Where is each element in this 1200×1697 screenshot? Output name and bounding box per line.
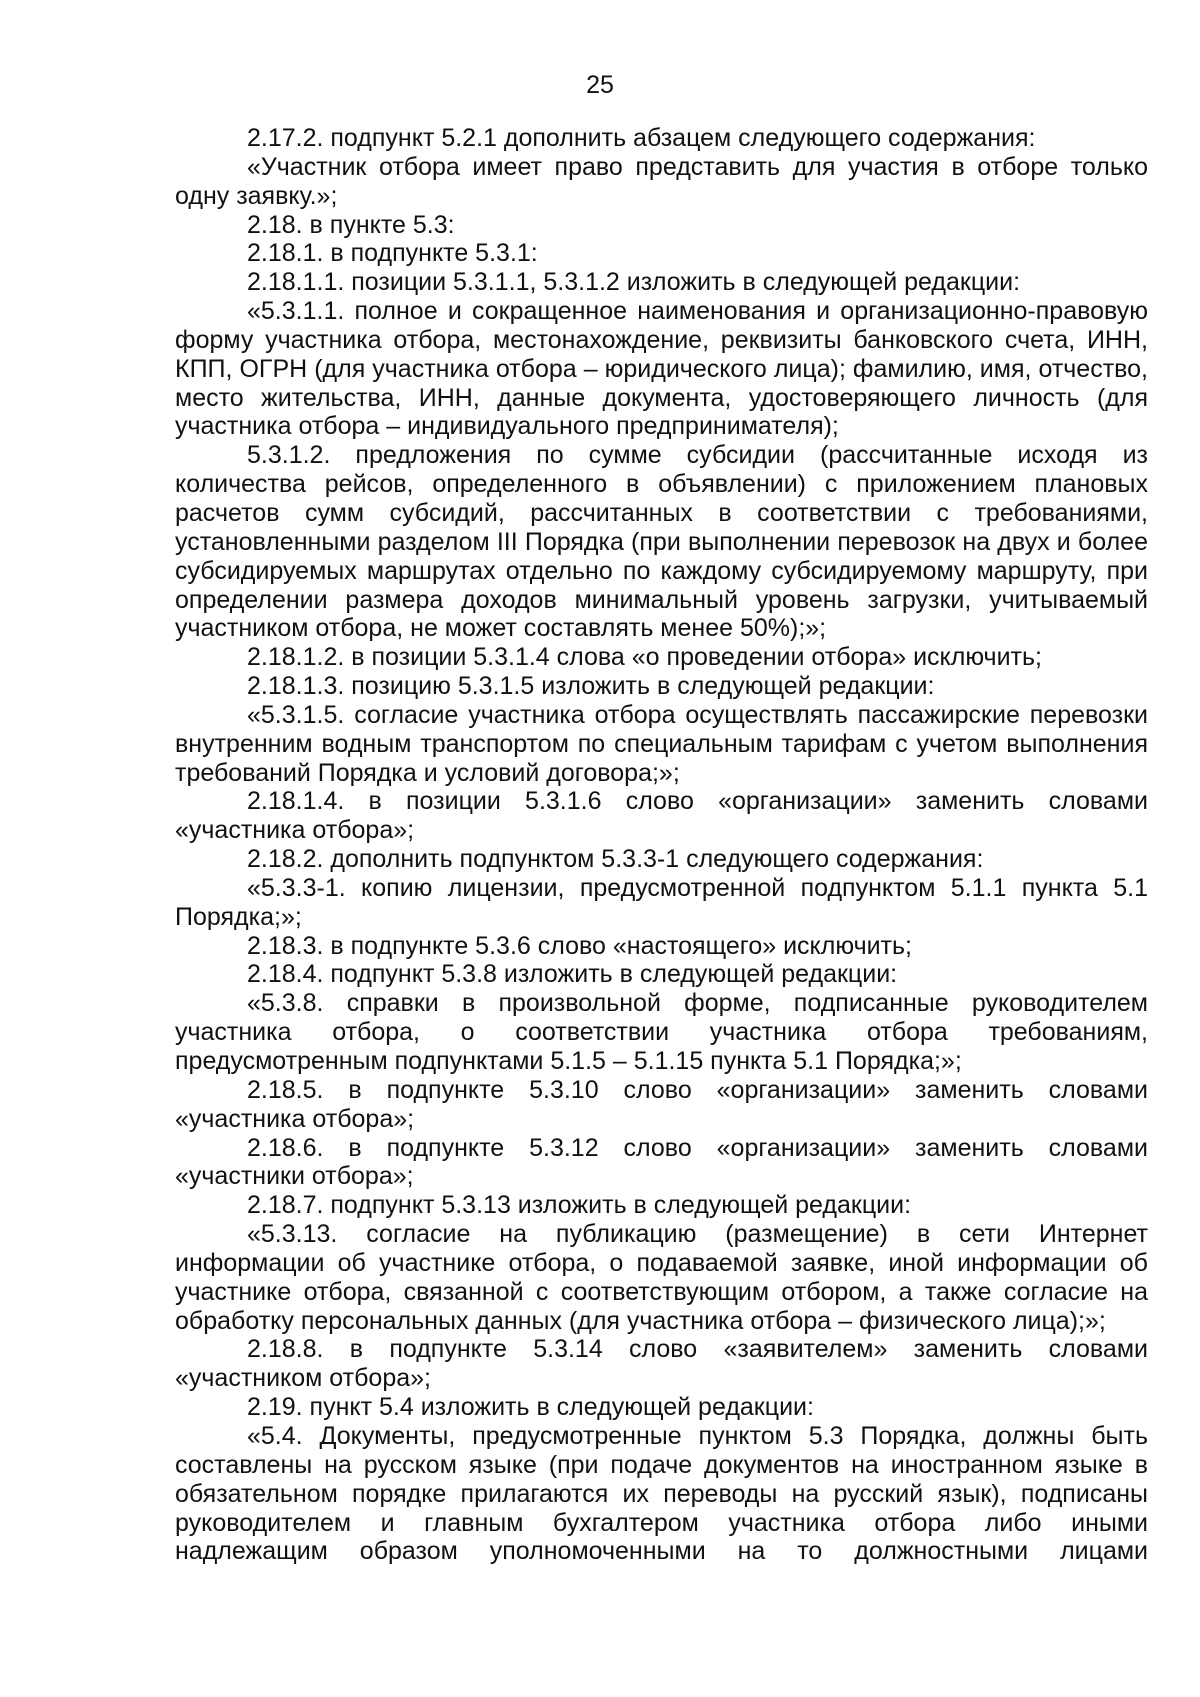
paragraph: 2.18. в пункте 5.3: [247,210,455,239]
paragraph: 2.18.1.1. позиции 5.3.1.1, 5.3.1.2 изложить в следующей редакции: [247,268,1021,297]
paragraph: 2.18.3. в подпункте 5.3.6 слово «настоящего» исключить; [247,931,912,960]
paragraph: 2.18.1.4. в позиции 5.3.1.6 слово «организации» заменить словами «участника отбора»; [175,787,1148,845]
paragraph: «5.4. Документы, предусмотренные пунктом 5.3 Порядка, должны быть составлены на русском языке (при подаче документов на иностранном языке в обязательном порядке прилагаются их переводы на русский язык), подписаны руководителем и главным бухгалтером участника отбора либо иными надлежащим образом уполномоченными на то должностными лицами [175,1421,1148,1566]
paragraph: «5.3.13. согласие на публикацию (размещение) в сети Интернет информации об участнике отбора, о подаваемой заявке, иной информации об участнике отбора, связанной с соответствующим отбором, а также согласие на обработку персональных данных (для участника отбора – физического лица);»; [175,1220,1148,1335]
paragraph: 2.18.7. подпункт 5.3.13 изложить в следующей редакции: [247,1191,912,1220]
paragraph: 2.17.2. подпункт 5.2.1 дополнить абзацем следующего содержания: [247,124,1036,152]
paragraph: 2.18.1.2. в позиции 5.3.1.4 слова «о проведении отбора» исключить; [247,643,1042,672]
paragraph: «Участник отбора имеет право представить для участия в отборе только одну заявку.»; [175,152,1148,210]
paragraph: 2.19. пункт 5.4 изложить в следующей редакции: [247,1393,814,1422]
page-number: 25 [586,71,614,99]
paragraph: 2.18.1. в подпункте 5.3.1: [247,239,538,268]
paragraph: 2.18.4. подпункт 5.3.8 изложить в следующей редакции: [247,960,898,989]
document-body [175,124,1148,1566]
paragraph: «5.3.8. справки в произвольной форме, подписанные руководителем участника отбора, о соответствии участника отбора требованиям, предусмотренным подпунктами 5.1.5 – 5.1.15 пункта 5.1 Порядка;»; [175,989,1148,1075]
paragraph: 2.18.1.3. позицию 5.3.1.5 изложить в следующей редакции: [247,672,935,701]
paragraph: 5.3.1.2. предложения по сумме субсидии (рассчитанные исходя из количества рейсов, определенного в объявлении) с приложением плановых расчетов сумм субсидий, рассчитанных в соответствии с требованиями, установленными разделом III Порядка (при выполнении перевозок на двух и более субсидируемых маршрутах отдельно по каждому субсидируемому маршруту, при определении размера доходов минимальный уровень загрузки, учитываемый участником отбора, не может составлять менее 50%);»; [175,441,1148,643]
paragraph: 2.18.5. в подпункте 5.3.10 слово «организации» заменить словами «участника отбора»; [175,1075,1148,1133]
paragraph: 2.18.8. в подпункте 5.3.14 слово «заявителем» заменить словами «участником отбора»; [175,1335,1148,1393]
paragraph: 2.18.2. дополнить подпунктом 5.3.3-1 следующего содержания: [247,845,984,874]
paragraph: «5.3.1.5. согласие участника отбора осуществлять пассажирские перевозки внутренним водным транспортом по специальным тарифам с учетом выполнения требований Порядка и условий договора;»; [175,700,1148,787]
paragraph: 2.18.6. в подпункте 5.3.12 слово «организации» заменить словами «участники отбора»; [175,1133,1148,1191]
paragraph: «5.3.3-1. копию лицензии, предусмотренной подпунктом 5.1.1 пункта 5.1 Порядка;»; [175,873,1148,931]
paragraph: «5.3.1.1. полное и сокращенное наименования и организационно-правовую форму участника отбора, местонахождение, реквизиты банковского счета, ИНН, КПП, ОГРН (для участника отбора – юридического лица); фамилию, имя, отчество, место жительства, ИНН, данные документа, удостоверяющего личность (для участника отбора – индивидуального предпринимателя); [175,297,1148,441]
